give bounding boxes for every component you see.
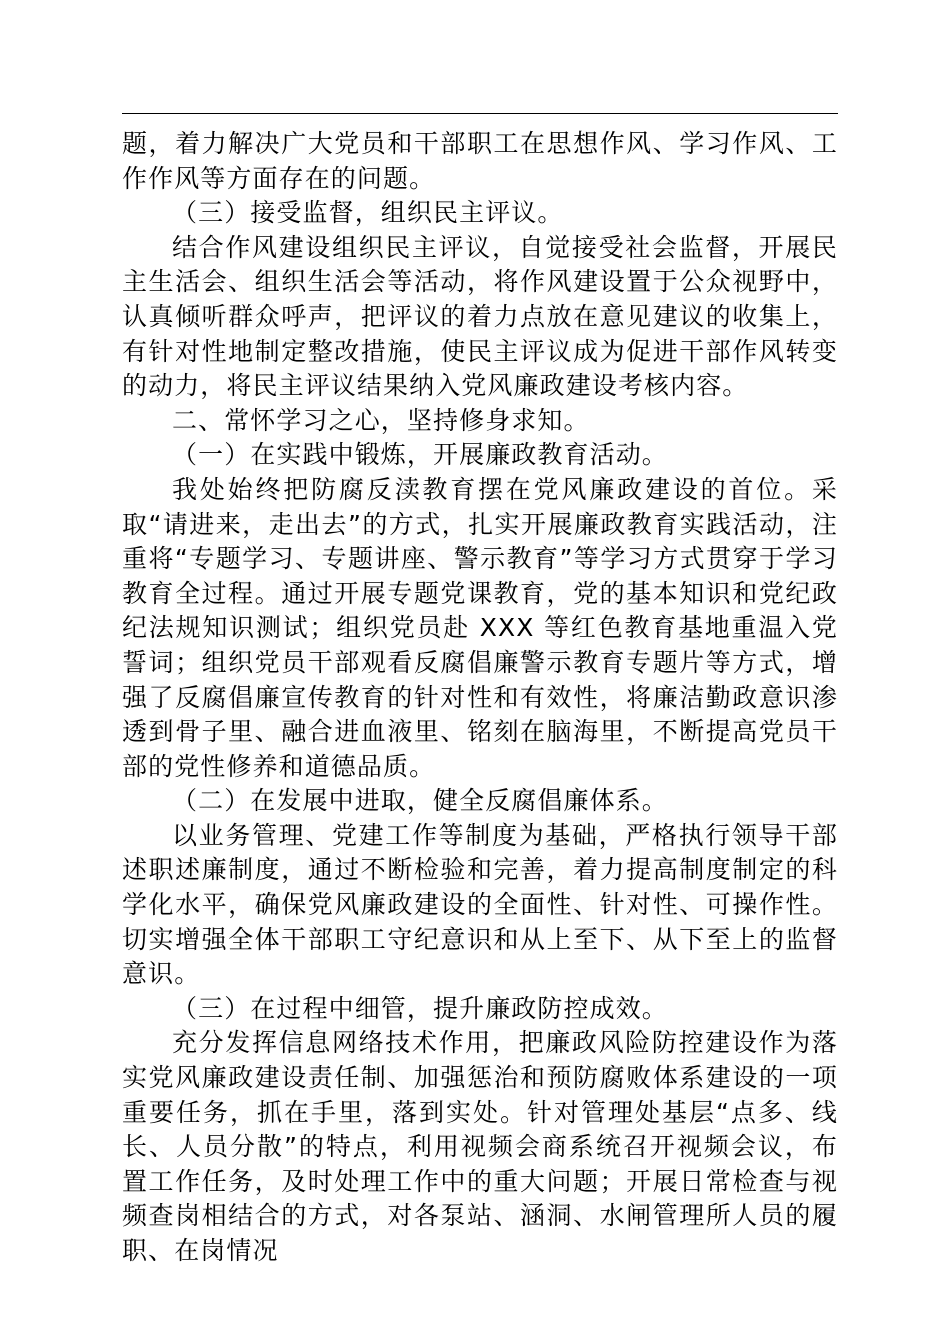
- paragraph-continuation: 题，着力解决广大党员和干部职工在思想作风、学习作风、工作作风等方面存在的问题。: [122, 129, 838, 193]
- header-rule: [122, 113, 838, 114]
- subheading-process-management: （三）在过程中细管，提升廉政防控成效。: [172, 993, 668, 1023]
- paragraph-anti-corruption-education: 我处始终把防腐反渎教育摆在党风廉政建设的首位。采取“请进来，走出去”的方式，扎实开展廉政教育实践活动，注重将“专题学习、专题讲座、警示教育”等学习方式贯穿于学习教育全过程。通过开展专题党课教育，党的基本知识和党纪政纪法规知识测试；组织党员赴 XXX 等红色教育基地重温入党誓词；组织党员干部观看反腐倡廉警示教育专题片等方式，增强了反腐倡廉宣传教育的针对性和有效性，将廉洁勤政意识渗透到骨子里、融合进血液里、铭刻在脑海里，不断提高党员干部的党性修养和道德品质。: [122, 474, 838, 781]
- subheading-development-system: （二）在发展中进取，健全反腐倡廉体系。: [172, 786, 668, 816]
- heading-section-two: 二、常怀学习之心，坚持修身求知。: [172, 405, 590, 435]
- subheading-practice-training: （一）在实践中锻炼，开展廉政教育活动。: [172, 440, 668, 470]
- document-body: [122, 127, 838, 1269]
- paragraph-democratic-review: 结合作风建设组织民主评议，自觉接受社会监督，开展民主生活会、组织生活会等活动，将作风建设置于公众视野中，认真倾听群众呼声，把评议的着力点放在意见建议的收集上，有针对性地制定整改措施，使民主评议成为促进干部作风转变的动力，将民主评议结果纳入党风廉政建设考核内容。: [122, 232, 838, 401]
- paragraph-risk-prevention: 充分发挥信息网络技术作用，把廉政风险防控建设作为落实党风廉政建设责任制、加强惩治和预防腐败体系建设的一项重要任务，抓在手里，落到实处。针对管理处基层“点多、线长、人员分散”的特点，利用视频会商系统召开视频会议，布置工作任务，及时处理工作中的重大问题；开展日常检查与视频查岗相结合的方式，对各泵站、涵洞、水闸管理所人员的履职、在岗情况: [122, 1028, 838, 1265]
- subheading-accept-supervision: （三）接受监督，组织民主评议。: [172, 198, 564, 228]
- paragraph-system-building: 以业务管理、党建工作等制度为基础，严格执行领导干部述职述廉制度，通过不断检验和完善，着力提高制度制定的科学化水平，确保党风廉政建设的全面性、针对性、可操作性。切实增强全体干部职工守纪意识和从上至下、从下至上的监督意识。: [122, 820, 838, 989]
